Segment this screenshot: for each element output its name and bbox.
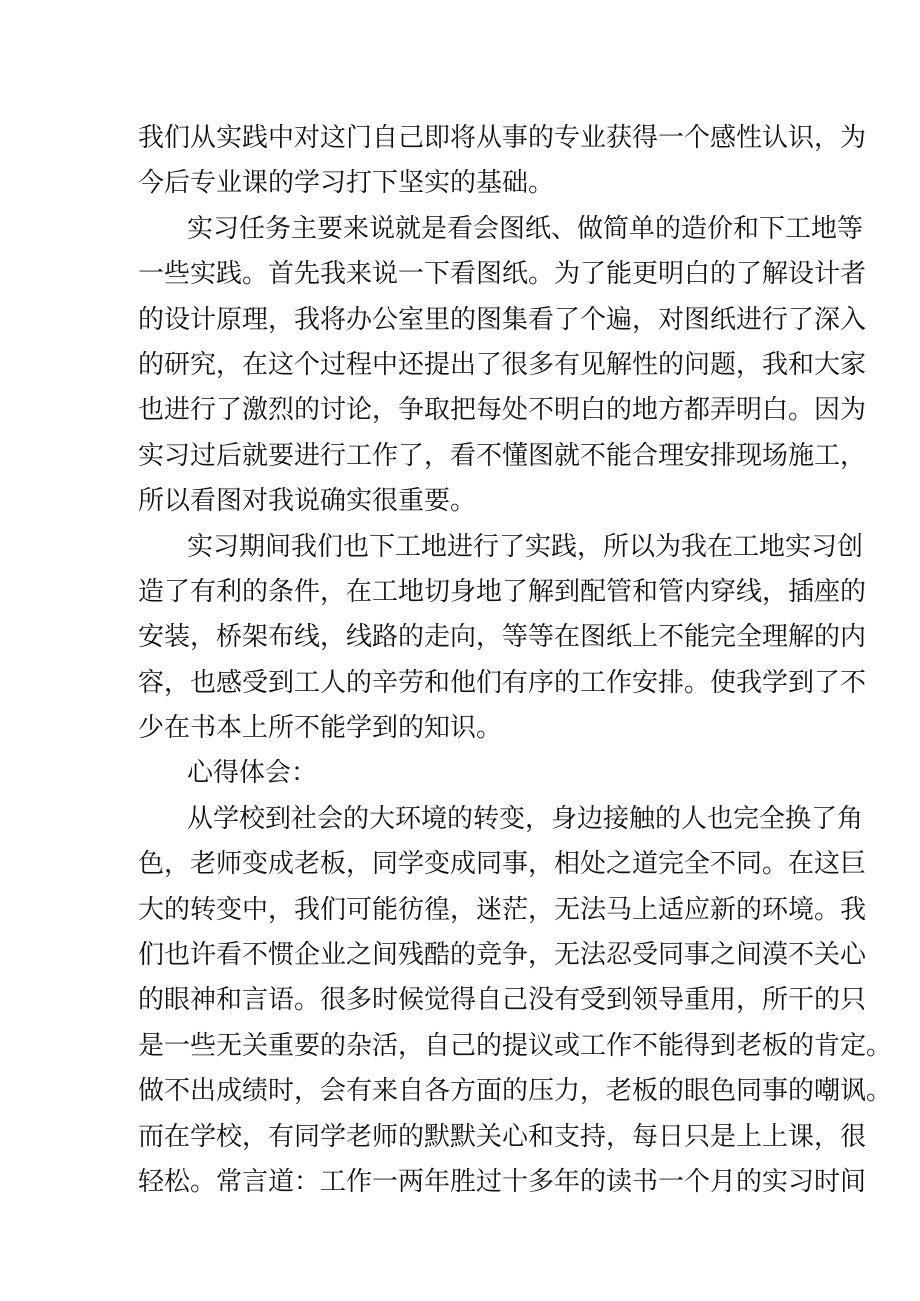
text-line: 的研究，在这个过程中还提出了很多有见解性的问题，我和大家 <box>138 349 867 380</box>
text-line: 是一些无关重要的杂活，自己的提议或工作不能得到老板的肯定。 <box>138 1030 893 1061</box>
text-line: 一些实践。首先我来说一下看图纸。为了能更明白的了解设计者 <box>138 259 867 290</box>
text-line: 安装，桥架布线，线路的走向，等等在图纸上不能完全理解的内 <box>138 622 867 653</box>
paragraph-start-line: 实习期间我们也下工地进行了实践，所以为我在工地实习创 <box>187 531 864 562</box>
paragraph-start-line: 实习任务主要来说就是看会图纸、做简单的造价和下工地等 <box>187 213 864 244</box>
text-line: 今后专业课的学习打下坚实的基础。 <box>138 168 555 199</box>
text-line: 们也许看不惯企业之间残酷的竞争，无法忍受同事之间漠不关心 <box>138 940 867 971</box>
text-line: 容，也感受到工人的辛劳和他们有序的工作安排。使我学到了不 <box>138 667 867 698</box>
text-line: 而在学校，有同学老师的默默关心和支持，每日只是上上课，很 <box>138 1121 867 1152</box>
text-line: 大的转变中，我们可能彷徨，迷茫，无法马上适应新的环境。我 <box>138 894 867 925</box>
text-line: 实习过后就要进行工作了，看不懂图就不能合理安排现场施工， <box>138 440 867 471</box>
document-body <box>138 116 893 1205</box>
text-line: 造了有利的条件，在工地切身地了解到配管和管内穿线，插座的 <box>138 576 867 607</box>
text-line: 所以看图对我说确实很重要。 <box>138 486 477 517</box>
text-line: 也进行了激烈的讨论，争取把每处不明白的地方都弄明白。因为 <box>138 395 867 426</box>
text-line: 少在书本上所不能学到的知识。 <box>138 713 503 744</box>
text-line: 我们从实践中对这门自己即将从事的专业获得一个感性认识，为 <box>138 123 867 153</box>
text-line: 的设计原理，我将办公室里的图集看了个遍，对图纸进行了深入 <box>138 304 867 335</box>
paragraph-start-line: 从学校到社会的大环境的转变，身边接触的人也完全换了角 <box>187 803 864 834</box>
text-line: 轻松。常言道：工作一两年胜过十多年的读书一个月的实习时间 <box>138 1166 867 1197</box>
text-line: 做不出成绩时，会有来自各方面的压力，老板的眼色同事的嘲讽。 <box>138 1076 893 1107</box>
section-heading: 心得体会： <box>187 758 318 789</box>
text-line: 的眼神和言语。很多时候觉得自己没有受到领导重用，所干的只 <box>138 985 867 1016</box>
text-line: 色，老师变成老板，同学变成同事，相处之道完全不同。在这巨 <box>138 849 867 880</box>
